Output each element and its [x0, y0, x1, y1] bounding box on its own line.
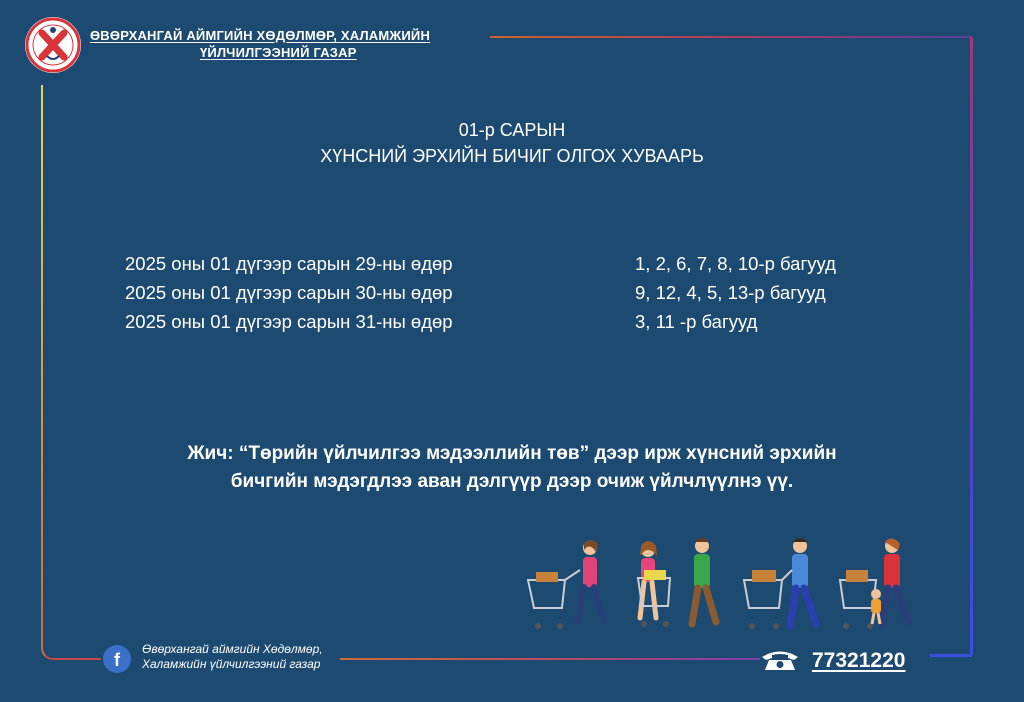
fb-page-line2: Халамжийн үйлчилгээний газар [142, 657, 321, 671]
phone-number[interactable]: 77321220 [812, 649, 906, 672]
frame-bottom-right-line [930, 654, 972, 657]
note-text [0, 440, 1024, 496]
schedule-date: 2025 оны 01 дүгээр сарын 29-ны өдөр [125, 253, 453, 274]
org-title-line1: ӨВӨРХАНГАЙ АЙМГИЙН ХӨДӨЛМӨР, ХАЛАМЖИЙН [90, 28, 431, 43]
frame-top-line [490, 36, 972, 38]
note-line2: бичгийн мэдэгдлээ аван дэлгүүр дээр очиж үйлчлүүлнэ үү. [230, 471, 794, 492]
fb-page-line1: Өвөрхангай аймгийн Хөдөлмөр, [142, 642, 323, 656]
schedule-date: 2025 оны 01 дүгээр сарын 31-ны өдөр [125, 311, 453, 332]
schedule-groups: 9, 12, 4, 5, 13-р багууд [635, 282, 826, 303]
heading-month: 01-р САРЫН [458, 120, 566, 140]
facebook-icon[interactable]: f [103, 645, 131, 673]
organization-title [90, 27, 430, 61]
logo-emblem [24, 16, 82, 74]
note-line1: Жич: “Төрийн үйлчилгээ мэдээллийн төв” дээр ирж хүнсний эрхийн [187, 443, 837, 464]
shopping-people-illustration [520, 530, 920, 640]
schedule-groups: 3, 11 -р багууд [635, 311, 758, 332]
schedule-groups: 1, 2, 6, 7, 8, 10-р багууд [635, 253, 836, 274]
frame-bottom-left-corner [41, 630, 101, 660]
heading-schedule-title: ХҮНСНИЙ ЭРХИЙН БИЧИГ ОЛГОХ ХУВААРЬ [320, 146, 704, 166]
schedule-date: 2025 оны 01 дүгээр сарын 30-ны өдөр [125, 282, 453, 303]
org-title-line2: ҮЙЛЧИЛГЭЭНИЙ ГАЗАР [200, 45, 357, 60]
facebook-page-name[interactable] [142, 642, 323, 672]
phone-icon [760, 648, 800, 672]
frame-bottom-line [340, 658, 760, 660]
